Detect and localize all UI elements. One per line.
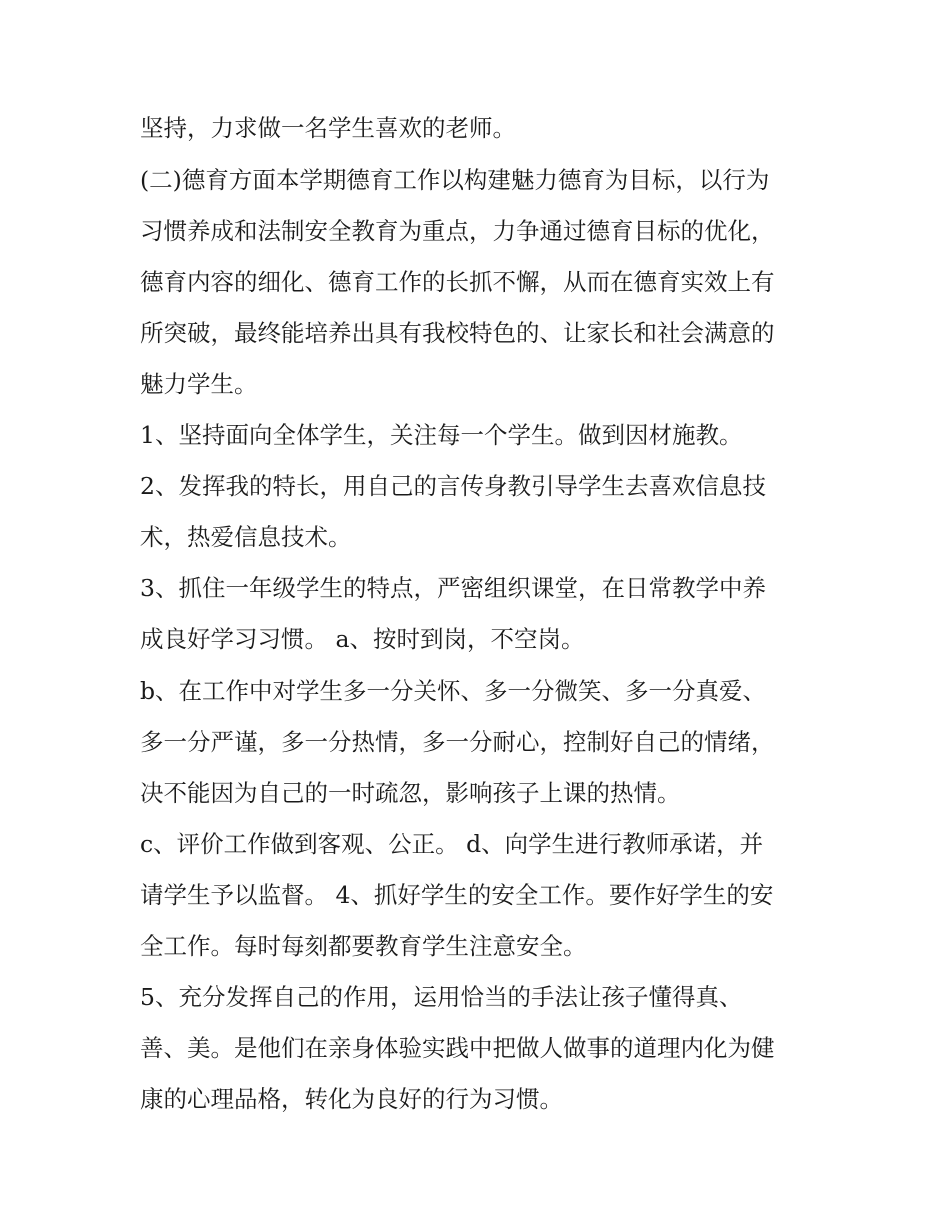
text-line: 所突破，最终能培养出具有我校特色的、让家长和社会满意的 (140, 319, 775, 347)
text-line: 康的心理品格，转化为良好的行为习惯。 (140, 1085, 563, 1113)
text-line: b、在工作中对学生多一分关怀、多一分微笑、多一分真爱、 (140, 677, 767, 705)
text-line: 决不能因为自己的一时疏忽，影响孩子上课的热情。 (140, 779, 681, 807)
text-line: 全工作。每时每刻都要教育学生注意安全。 (140, 932, 587, 960)
text-line: 2、发挥我的特长，用自己的言传身教引导学生去喜欢信息技 (140, 472, 766, 500)
text-line: (二)德育方面本学期德育工作以构建魅力德育为目标，以行为 (140, 166, 770, 194)
text-line: 德育内容的细化、德育工作的长抓不懈，从而在德育实效上有 (140, 268, 775, 296)
text-line: 坚持，力求做一名学生喜欢的老师。 (140, 114, 516, 142)
text-line: 多一分严谨，多一分热情，多一分耐心，控制好自己的情绪， (140, 728, 775, 756)
text-line: 成良好学习习惯。 a、按时到岗，不空岗。 (140, 625, 585, 653)
text-line: c、评价工作做到客观、公正。 d、向学生进行教师承诺，并 (140, 830, 764, 858)
text-line: 魅力学生。 (140, 370, 258, 398)
text-line: 1、坚持面向全体学生，关注每一个学生。做到因材施教。 (140, 421, 743, 449)
text-line: 请学生予以监督。 4、抓好学生的安全工作。要作好学生的安 (140, 881, 774, 909)
text-line: 5、充分发挥自己的作用，运用恰当的手法让孩子懂得真、 (140, 983, 743, 1011)
text-line: 3、抓住一年级学生的特点，严密组织课堂，在日常教学中养 (140, 574, 766, 602)
text-line: 术，热爱信息技术。 (140, 523, 352, 551)
text-line: 习惯养成和法制安全教育为重点，力争通过德育目标的优化， (140, 217, 775, 245)
text-line: 善、美。是他们在亲身体验实践中把做人做事的道理内化为健 (140, 1034, 775, 1062)
